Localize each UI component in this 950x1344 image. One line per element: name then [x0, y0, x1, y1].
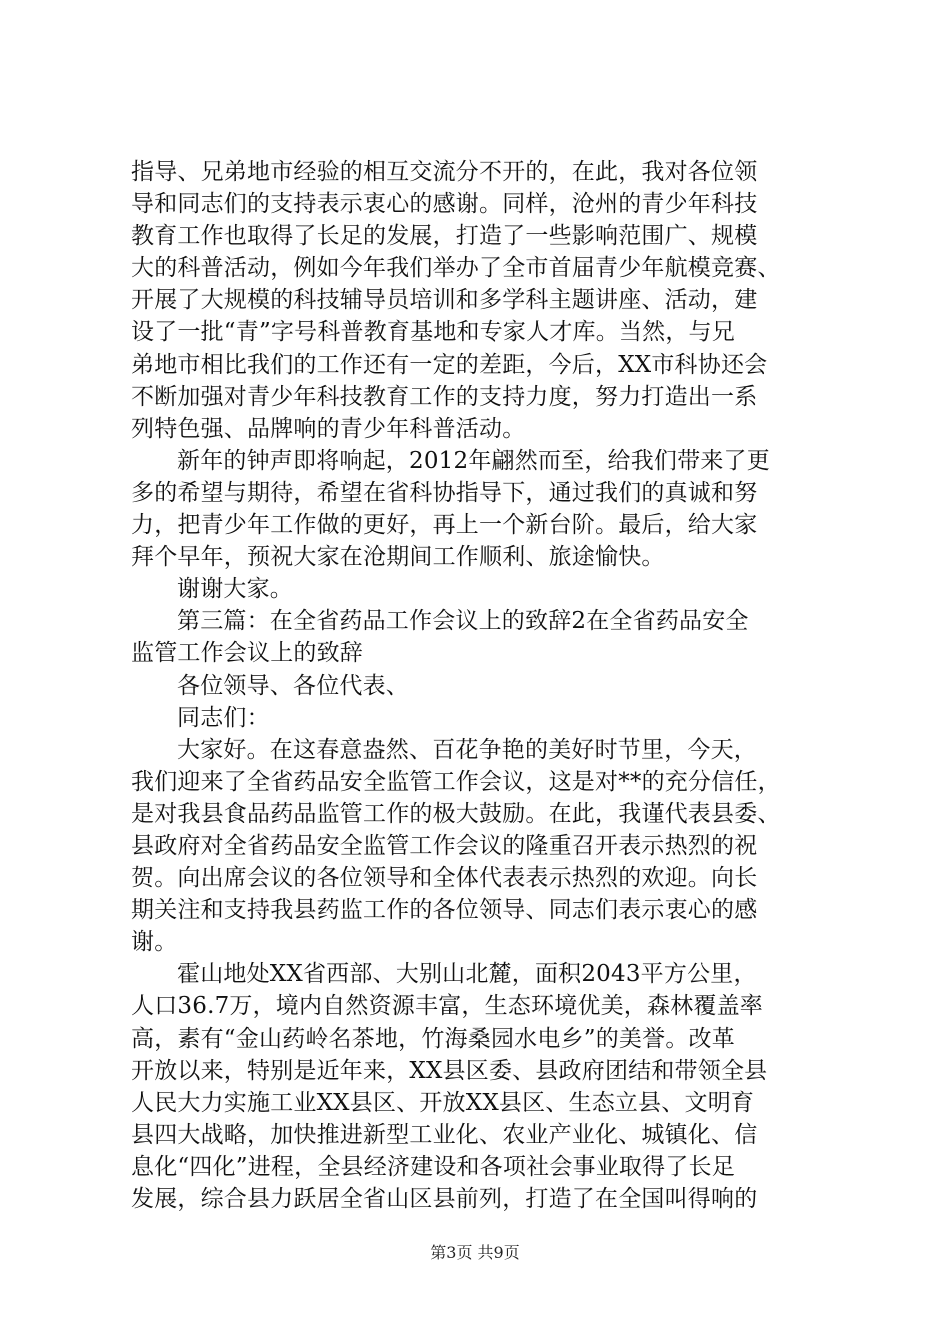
- text-line: 人民大力实施工业XX县区、开放XX县区、生态立县、文明育: [131, 1089, 755, 1116]
- text-line: 谢谢大家。: [177, 576, 293, 603]
- text-line: 人口36.7万，境内自然资源丰富，生态环境优美，森林覆盖率: [131, 993, 764, 1020]
- text-line: 发展，综合县力跃居全省山区县前列，打造了在全国叫得响的: [131, 1186, 758, 1212]
- salutation-line: 各位领导、各位代表、: [177, 672, 409, 699]
- text-line: 大家好。在这春意盎然、百花争艳的美好时节里，今天，: [177, 736, 757, 763]
- section-heading-line: 监管工作会议上的致辞: [131, 640, 363, 667]
- text-line: 多的希望与期待，希望在省科协指导下，通过我们的真诚和努: [131, 479, 758, 506]
- text-line: 县政府对全省药品安全监管工作会议的隆重召开表示热烈的祝: [131, 832, 758, 859]
- text-line: 高，素有“金山药岭名茶地，竹海桑园水电乡”的美誉。改革: [131, 1025, 735, 1052]
- page-number-footer: 第3页 共9页: [430, 1243, 520, 1262]
- text-line: 新年的钟声即将响起，2012年翩然而至，给我们带来了更: [177, 447, 770, 474]
- text-line: 我们迎来了全省药品安全监管工作会议，这是对**的充分信任，: [131, 768, 781, 795]
- text-line: 开放以来，特别是近年来，XX县区委、县政府团结和带领全县: [131, 1057, 768, 1084]
- document-body: [131, 156, 831, 1215]
- text-line: 力，把青少年工作做的更好，再上一个新台阶。最后，给大家: [131, 512, 758, 539]
- text-line: 不断加强对青少年科技教育工作的支持力度，努力打造出一系: [131, 383, 758, 410]
- text-line: 开展了大规模的科技辅导员培训和多学科主题讲座、活动，建: [131, 287, 758, 314]
- text-line: 期关注和支持我县药监工作的各位领导、同志们表示衷心的感: [131, 897, 758, 924]
- salutation-line: 同志们：: [177, 704, 270, 731]
- section-heading-line: 第三篇：在全省药品工作会议上的致辞2在全省药品安全: [177, 608, 749, 635]
- text-line: 谢。: [131, 929, 178, 956]
- text-line: 霍山地处XX省西部、大别山北麓，面积2043平方公里，: [177, 961, 757, 988]
- text-line: 教育工作也取得了长足的发展，打造了一些影响范围广、规模: [131, 223, 758, 250]
- text-line: 息化“四化”进程，全县经济建设和各项社会事业取得了长足: [131, 1153, 735, 1180]
- text-line: 贺。向出席会议的各位领导和全体代表表示热烈的欢迎。向长: [131, 865, 758, 892]
- text-line: 弟地市相比我们的工作还有一定的差距，今后，XX市科协还会: [131, 351, 768, 378]
- text-line: 设了一批“青”字号科普教育基地和专家人才库。当然，与兄: [131, 319, 735, 346]
- text-line: 县四大战略，加快推进新型工业化、农业产业化、城镇化、信: [131, 1121, 758, 1148]
- text-line: 导和同志们的支持表示衷心的感谢。同样，沧州的青少年科技: [131, 191, 758, 218]
- text-line: 指导、兄弟地市经验的相互交流分不开的，在此，我对各位领: [131, 159, 758, 185]
- text-line: 列特色强、品牌响的青少年科普活动。: [131, 415, 526, 442]
- text-line: 是对我县食品药品监管工作的极大鼓励。在此，我谨代表县委、: [131, 800, 781, 827]
- text-line: 拜个早年，预祝大家在沧期间工作顺利、旅途愉快。: [131, 544, 665, 571]
- text-line: 大的科普活动，例如今年我们举办了全市首届青少年航模竞赛、: [131, 255, 781, 282]
